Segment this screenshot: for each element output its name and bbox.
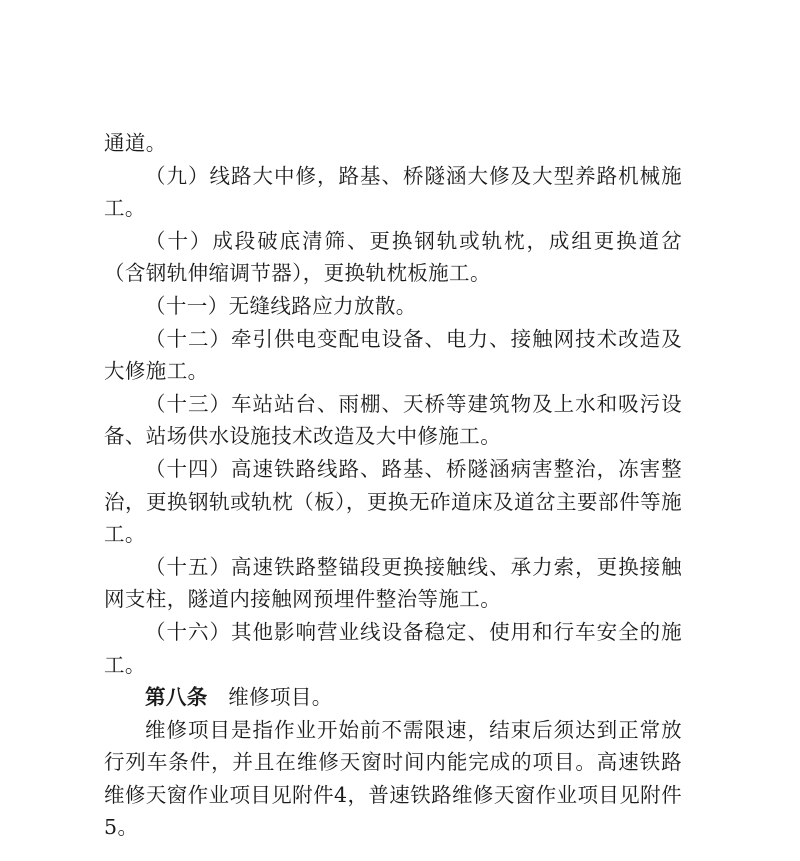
article-body: 维修项目是指作业开始前不需限速，结束后须达到正常放行列车条件，并且在维修天窗时间内能完成的项目。高速铁路维修天窗作业项目见附件4，普速铁路维修天窗作业项目见附件5。 — [104, 717, 682, 840]
list-item: （九）线路大中修，路基、桥隧涵大修及大型养路机械施工。 — [104, 163, 682, 221]
list-item: （十五）高速铁路整锚段更换接触线、承力索，更换接触网支柱，隧道内接触网预埋件整治等施工。 — [104, 554, 682, 612]
list-item: （十四）高速铁路线路、路基、桥隧涵病害整治，冻害整治，更换钢轨或轨枕（板），更换无砟道床及道岔主要部件等施工。 — [104, 456, 682, 547]
list-item: （十一）无缝线路应力放散。 — [145, 293, 417, 318]
list-item: （十六）其他影响营业线设备稳定、使用和行车安全的施工。 — [104, 619, 682, 677]
article-heading-line — [104, 681, 682, 714]
continuation-text: 通道。 — [104, 131, 167, 155]
list-item: （十二）牵引供电变配电设备、电力、接触网技术改造及大修施工。 — [104, 326, 682, 384]
article-number: 第八条 — [145, 685, 208, 710]
article-title: 维修项目。 — [228, 685, 333, 710]
document-page — [104, 127, 682, 844]
list-item: （十三）车站站台、雨棚、天桥等建筑物及上水和吸污设备、站场供水设施技术改造及大中修施工。 — [104, 391, 682, 449]
list-item: （十）成段破底清筛、更换钢轨或轨枕，成组更换道岔（含钢轨伸缩调节器），更换轨枕板施工。 — [104, 228, 682, 286]
